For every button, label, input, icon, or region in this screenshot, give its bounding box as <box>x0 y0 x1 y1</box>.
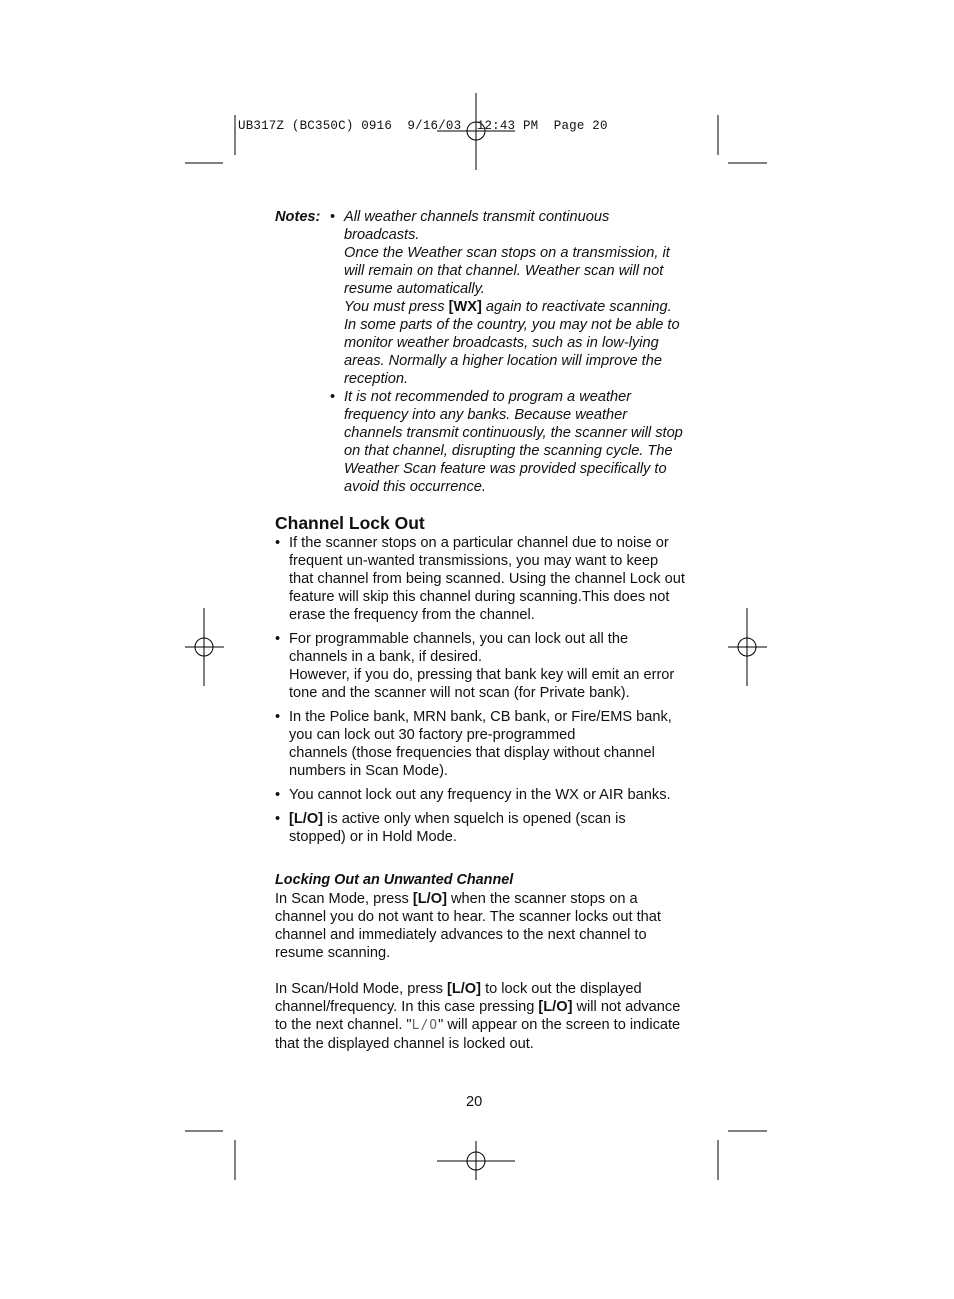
bullet: • <box>275 811 281 827</box>
paragraph: In Scan Mode, press [L/O] when the scanner stops on a channel you do not want to hear. The scanner locks out that channel and immediately advances to the next channel to resume scanning. <box>275 891 661 961</box>
bullet: • <box>330 389 336 405</box>
lo-key: [L/O] <box>289 811 324 827</box>
bullet: • <box>330 209 336 225</box>
list-item <box>275 630 685 702</box>
subsection-title: Locking Out an Unwanted Channel <box>275 872 514 888</box>
section-title: Channel Lock Out <box>275 513 425 533</box>
note-text: It is not recommended to program a weather frequency into any banks. Because weather channels transmit continuously, the scanner will stop on that channel, disrupting the scanning cycle. The Weather Scan feature was provided specifically to avoid this occurrence. <box>344 389 683 495</box>
note-text: Once the Weather scan stops on a transmission, it will remain on that channel. Weather scan will not resume automatically. <box>344 245 670 297</box>
note-text: All weather channels transmit continuous broadcasts. <box>344 209 610 243</box>
lockout-bullet-list <box>275 534 685 852</box>
print-slug: UB317Z (BC350C) 0916 9/16/03 12:43 PM Page 20 <box>238 119 608 133</box>
item-text: However, if you do, pressing that bank key will emit an error tone and the scanner will not scan (for Private bank). <box>289 667 675 701</box>
notes-block <box>275 208 685 496</box>
item-text: [L/O] is active only when squelch is opened (scan is stopped) or in Hold Mode. <box>289 811 626 845</box>
note-text: You must press [WX] again to reactivate scanning. <box>344 299 672 315</box>
bullet: • <box>275 631 281 647</box>
lo-key: [L/O] <box>412 891 447 907</box>
lo-key: [L/O] <box>446 981 482 997</box>
list-item <box>275 810 685 846</box>
notes-label: Notes: <box>275 209 321 225</box>
list-item <box>275 708 685 780</box>
bullet: • <box>275 787 281 803</box>
item-text: For programmable channels, you can lock out all the channels in a bank, if desired. <box>289 631 629 665</box>
item-text: channels (those frequencies that display without channel numbers in Scan Mode). <box>289 745 655 779</box>
notes-item <box>330 388 685 496</box>
list-item <box>275 786 685 804</box>
lcd-lo-glyph: L/O <box>411 1018 439 1033</box>
paragraph: In Scan/Hold Mode, press [L/O] to lock out the displayed channel/frequency. In this case pressing [L/O] will not advance to the next channel. "L/O" will appear on the screen to indicate that the displayed channel is locked out. <box>275 981 681 1052</box>
bullet: • <box>275 709 281 725</box>
bullet: • <box>275 535 281 551</box>
notes-item <box>330 208 685 388</box>
lo-key: [L/O] <box>538 999 573 1015</box>
page-number: 20 <box>466 1094 483 1110</box>
note-text: In some parts of the country, you may not be able to monitor weather broadcasts, such as in low-lying areas. Normally a higher location will improve the reception. <box>344 317 680 387</box>
wx-key: [WX] <box>448 299 482 315</box>
item-text: If the scanner stops on a particular channel due to noise or frequent un-wanted transmissions, you may want to keep that channel from being scanned. Using the channel Lock out feature will skip this channel during scanning.This does not erase the frequency from the channel. <box>289 535 685 623</box>
item-text: In the Police bank, MRN bank, CB bank, or Fire/EMS bank, you can lock out 30 factory pre-programmed <box>289 709 672 743</box>
item-text: You cannot lock out any frequency in the WX or AIR banks. <box>289 787 671 803</box>
list-item <box>275 534 685 624</box>
